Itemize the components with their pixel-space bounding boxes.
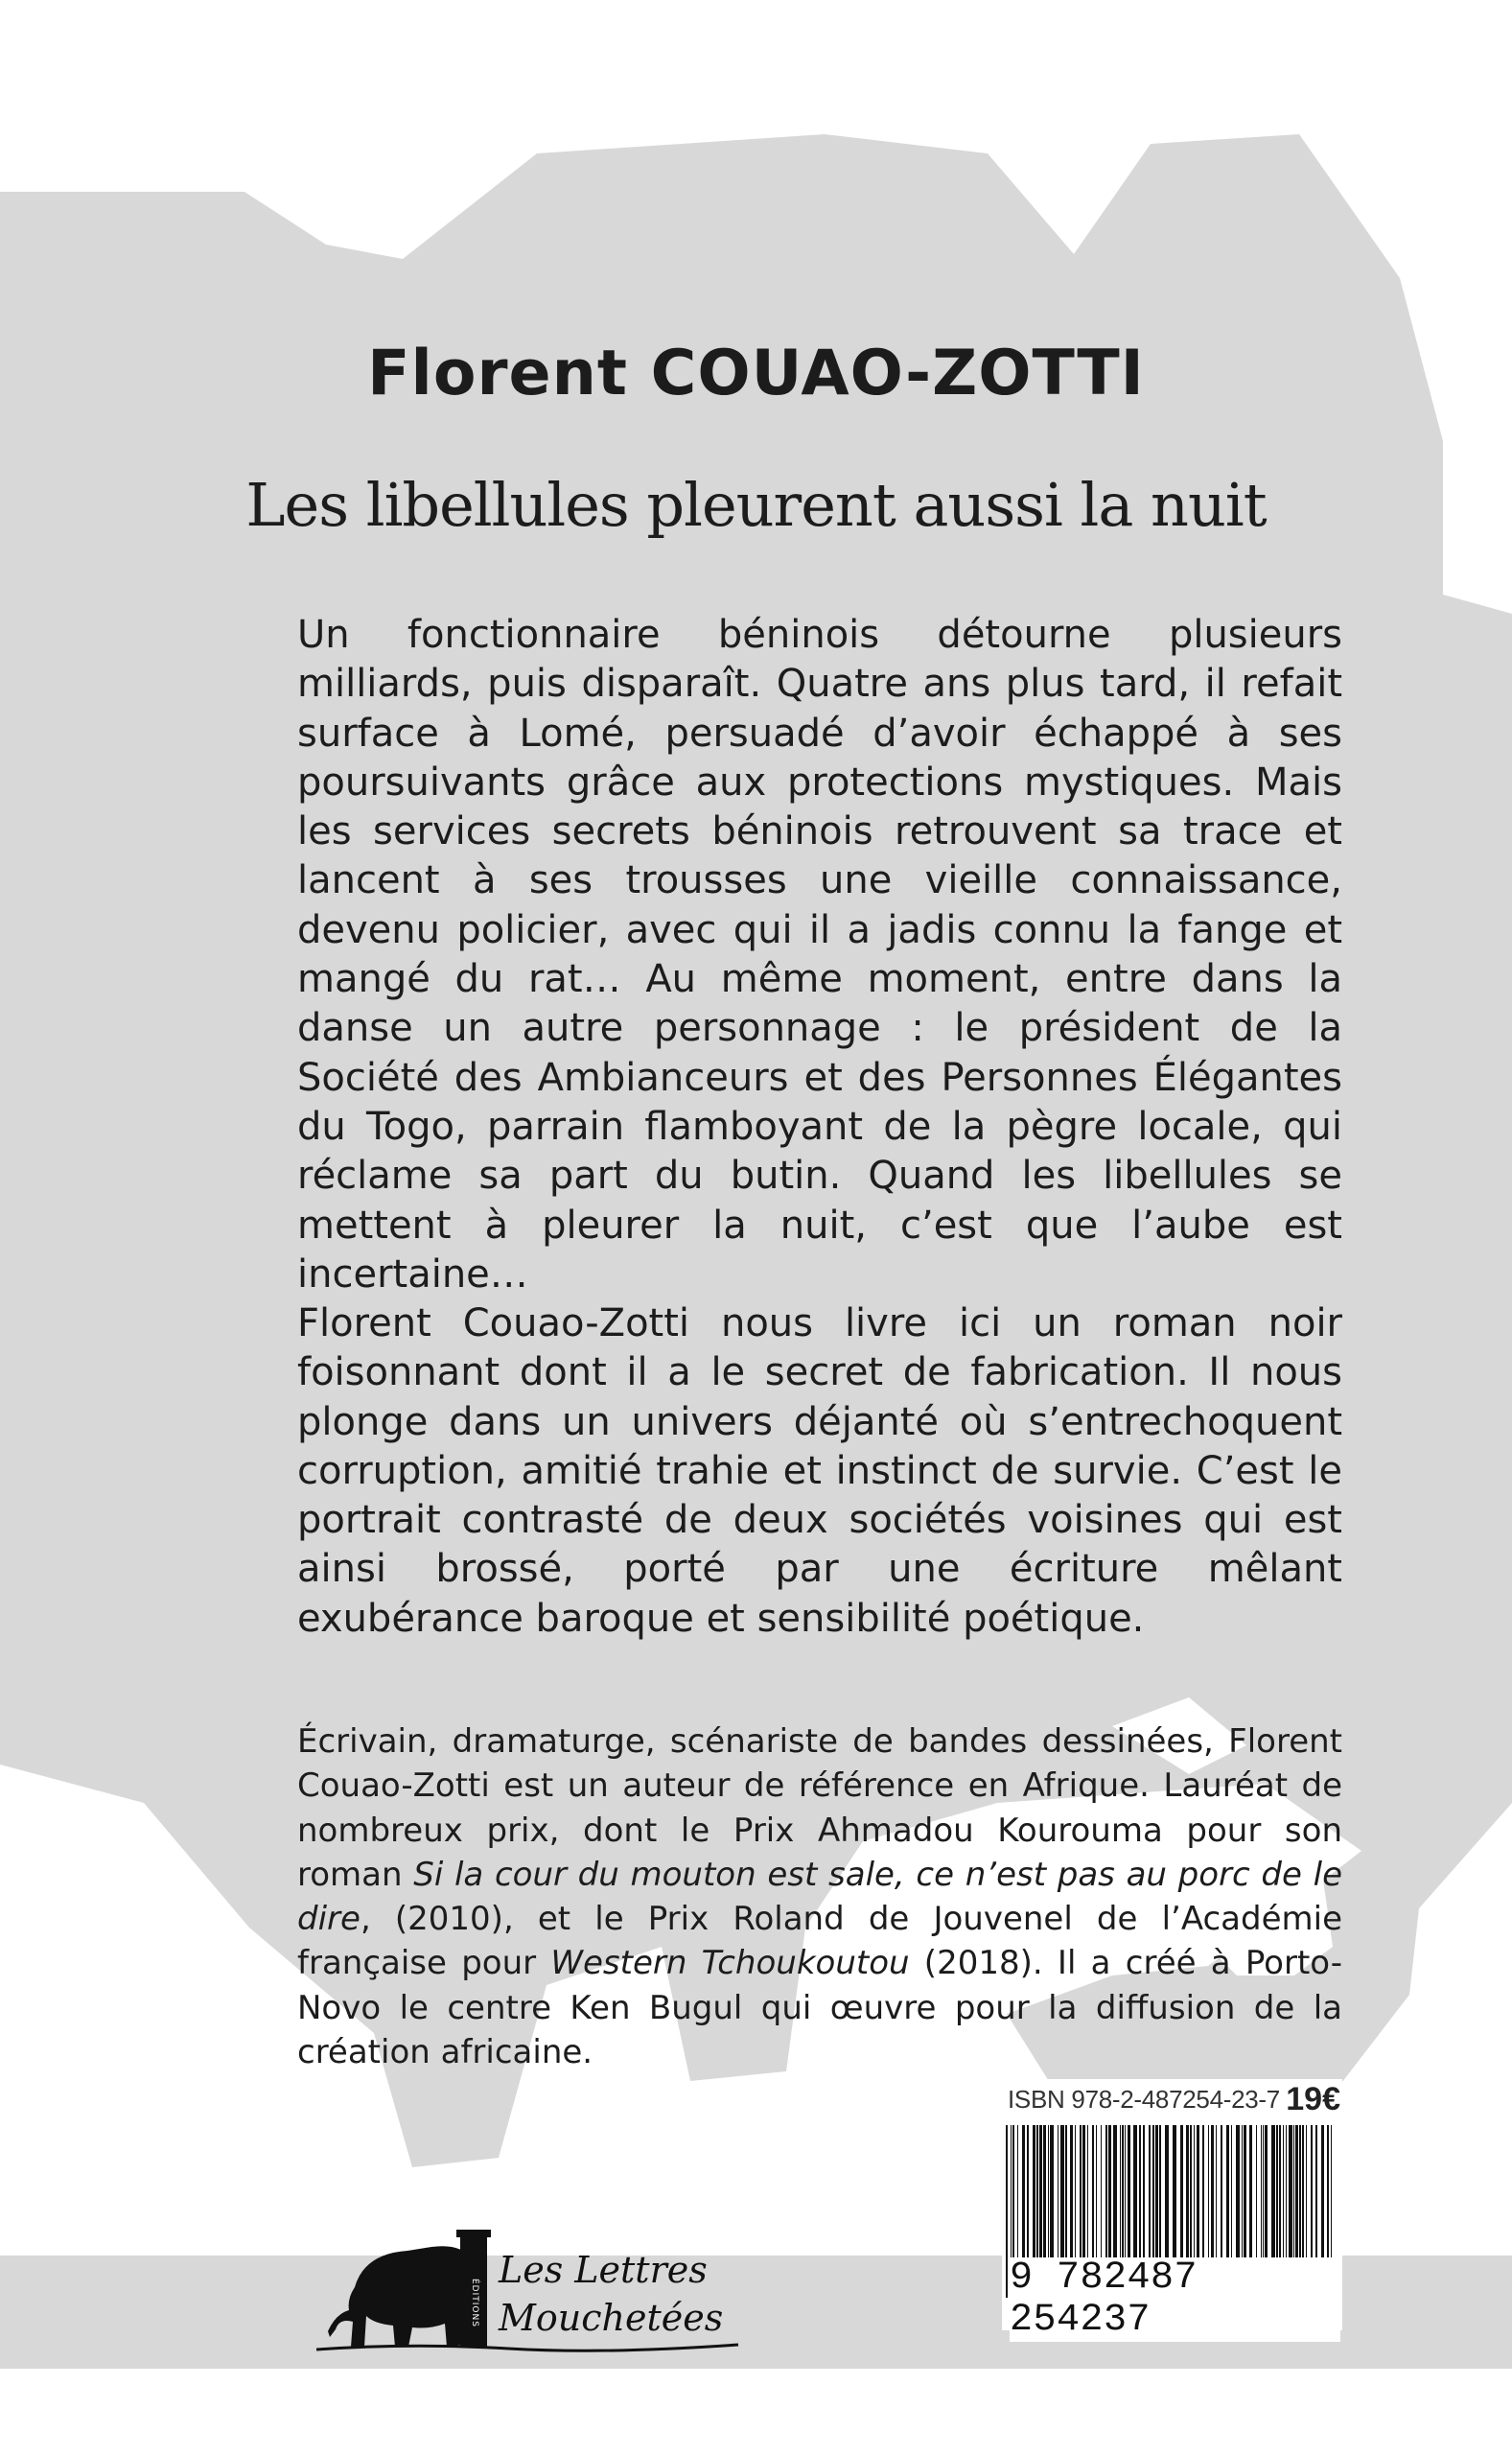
barcode-bar — [1125, 2125, 1126, 2259]
barcode-bar — [1226, 2125, 1229, 2259]
publisher-name-line-1: Les Lettres — [499, 2249, 708, 2291]
editions-label: ÉDITIONS — [470, 2278, 479, 2327]
barcode-bar — [1027, 2125, 1029, 2259]
barcode-bar — [1139, 2125, 1141, 2259]
publisher-name-line-2: Mouchetées — [499, 2297, 724, 2339]
barcode-bar — [1043, 2125, 1046, 2259]
barcode-bar — [1302, 2125, 1304, 2259]
bio-text-1: Écrivain, dramaturge, scénariste de bandes dessinées, Florent Couao-Zotti est un auteur de référence en Afrique. Lauréat de nombreux prix, dont le Prix Ahmadou Kourouma pour son roman — [297, 1722, 1342, 1894]
barcode-bar — [1236, 2125, 1240, 2259]
price-tag: 19€ — [1286, 2081, 1340, 2117]
barcode-bar — [1165, 2125, 1169, 2259]
barcode-bar — [1208, 2125, 1209, 2259]
barcode-bar — [1271, 2125, 1275, 2259]
barcode-bar — [1306, 2125, 1307, 2259]
barcode-bar — [1006, 2125, 1008, 2298]
barcode-bar — [1244, 2125, 1246, 2259]
barcode-bar — [1149, 2125, 1151, 2259]
barcode-bar — [1194, 2125, 1195, 2259]
barcode-bar — [1017, 2125, 1018, 2259]
barcode-bar — [1050, 2125, 1054, 2259]
barcode-bar — [1315, 2125, 1317, 2259]
barcode-bar — [1311, 2125, 1313, 2259]
barcode-bar — [1080, 2125, 1082, 2259]
barcode-bar — [1276, 2125, 1278, 2259]
barcode-bar — [1283, 2125, 1284, 2259]
barcode-bar — [1295, 2125, 1298, 2259]
barcode-bar — [1087, 2125, 1088, 2259]
barcode-bar — [1242, 2125, 1243, 2259]
bio-text-3: (2018). Il a créé à Porto-Novo le centre Ken Bugul qui œuvre pour la diffusion de la création africaine. — [297, 1944, 1342, 2072]
blurb-paragraph-2: Florent Couao-Zotti nous livre ici un roman noir foisonnant dont il a le secret de fabrication. Il nous plonge dans un univers déjanté où s’entrechoquent corruption, amitié trahie et instinct de survie. C’est le portrait contrasté de deux sociétés voisines qui est ainsi brossé, porté par une écriture mêlant exubérance baroque et sensibilité poétique. — [297, 1301, 1342, 1641]
author-name: Florent COUAO-ZOTTI — [367, 338, 1145, 409]
isbn-number: ISBN 978-2-487254-23-7 — [1008, 2085, 1280, 2114]
blurb-paragraph-1: Un fonctionnaire béninois détourne plusieurs milliards, puis disparaît. Quatre ans plus tard, il refait surface à Lomé, persuadé d’avoir échappé à ses poursuivants grâce aux protections mystiques. Mais les services secrets béninois retrouvent sa trace et lancent à ses trousses une vieille connaissance, devenu policier, avec qui il a jadis connu la fange et mangé du rat… Au même moment, entre dans la danse un autre personnage : le président de la Société des Ambianceurs et des Personnes Élégantes du Togo, parrain flamboyant de la pègre locale, qui réclame sa part du butin. Quand les libellules se mettent à pleurer la nuit, c’est que l’aube est incertaine… — [297, 613, 1342, 1297]
barcode-bar — [1263, 2125, 1264, 2259]
barcode-panel — [1002, 2079, 1342, 2342]
barcode-bar — [1101, 2125, 1102, 2259]
barcode-bar — [1022, 2125, 1025, 2259]
barcode-bar — [1122, 2125, 1124, 2259]
barcode-bar — [1216, 2125, 1217, 2259]
barcode-bar — [1152, 2125, 1154, 2259]
isbn-line — [1002, 2081, 1342, 2119]
barcode-bar — [1289, 2125, 1292, 2259]
barcode-bar — [1108, 2125, 1111, 2259]
barcode-bar — [1327, 2125, 1329, 2259]
barcode-bar — [1221, 2125, 1222, 2259]
barcode-bar — [1231, 2125, 1232, 2259]
barcode-bar — [1299, 2125, 1301, 2259]
bio-text-2: , (2010), et le Prix Roland de Jouvenel de l’Académie française pour — [297, 1900, 1342, 1983]
barcode-bar — [1033, 2125, 1035, 2259]
barcode-bar — [1070, 2125, 1073, 2259]
barcode-bar — [1279, 2125, 1281, 2259]
barcode-bar — [1256, 2125, 1257, 2259]
barcode-bar — [1261, 2125, 1262, 2259]
barcode-digits: 9 782487 254237 — [1010, 2257, 1340, 2342]
bio-novel-title-2: Western Tchoukoutou — [550, 1944, 910, 1983]
barcode-bar — [1202, 2125, 1204, 2259]
barcode-bar — [1197, 2125, 1199, 2259]
barcode-bar — [1321, 2125, 1324, 2259]
barcode-bar — [1105, 2125, 1107, 2259]
bio-novel-title-1: Si la cour du mouton est sale, ce n’est pas au porc de le dire — [297, 1855, 1342, 1939]
book-title: Les libellules pleurent aussi la nuit — [245, 470, 1267, 540]
barcode-bar — [1180, 2125, 1183, 2259]
barcode-bar — [1133, 2125, 1137, 2259]
barcode-bar — [1190, 2125, 1192, 2259]
barcode-bar — [1075, 2125, 1076, 2259]
barcode-bar — [1065, 2125, 1067, 2259]
barcode-bar — [1082, 2125, 1085, 2259]
barcode-bar — [1249, 2125, 1252, 2259]
barcode-bar — [1155, 2125, 1158, 2259]
barcode-bar — [1211, 2125, 1214, 2259]
barcode-bar — [1113, 2125, 1117, 2259]
barcode-bar — [1092, 2125, 1094, 2259]
author-bio — [297, 1719, 1342, 2074]
barcode-bar — [1060, 2125, 1064, 2259]
barcode-bar — [1159, 2125, 1161, 2259]
barcode-bar — [1293, 2125, 1294, 2259]
barcode-bar — [1048, 2125, 1049, 2259]
barcode-bar — [1120, 2125, 1121, 2259]
barcode-bar — [1286, 2125, 1287, 2259]
barcode-bar — [1265, 2125, 1268, 2259]
barcode-bar — [1143, 2125, 1145, 2259]
barcode-bar — [1128, 2125, 1130, 2259]
barcode-bar — [1186, 2125, 1189, 2259]
barcode-bar — [1039, 2125, 1042, 2259]
barcode-bar — [1036, 2125, 1038, 2259]
barcode-bar — [1096, 2125, 1097, 2259]
